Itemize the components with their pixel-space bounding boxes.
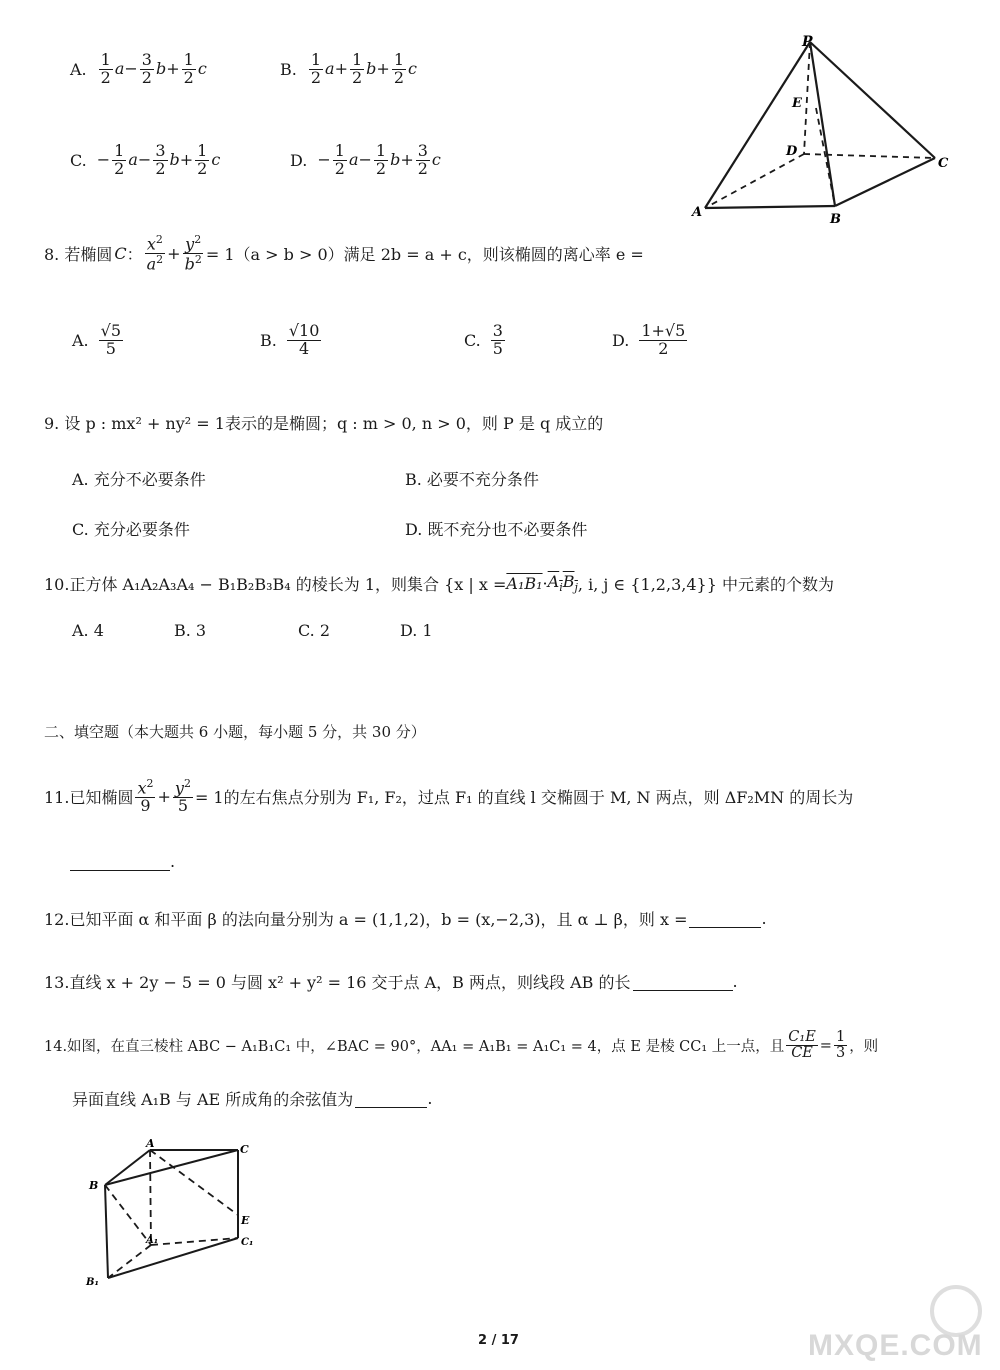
q11-answer-line: . [70,852,175,871]
q8-option-d: D. $\frac{1+√5}{2}$ [612,321,686,358]
q10-option-d: D. 1 [400,621,433,640]
q14-stem-line2: 异面直线 A₁B 与 AE 所成角的余弦值为 . [72,1089,433,1109]
prism-label-a1: A₁ [146,1235,159,1246]
pyramid-figure [680,30,970,230]
q11-stem: 11.已知椭圆 $\frac{x^2}{9}$ + $\frac{y^2}{5}$ = 1的左右焦点分别为 F₁, F₂，过点 F₁ 的直线 l 交椭圆于 M, N 两点，则 ΔF₂MN 的周长为 [44,777,854,816]
q10-option-b: B. 3 [174,621,207,640]
q9-stem: 9. 设 p : mx² + ny² = 1表示的是椭圆；q : m > 0, n > 0，则 P 是 q 成立的 [44,414,604,433]
pyramid-label-b: B [830,212,841,227]
q7-option-d: D. − $\frac{1}{2}$ a− $\frac{1}{2}$ b+ $\frac{3}{2}$ c [290,141,441,178]
q7-option-b-expr: $\frac{1}{2}$ a+ $\frac{1}{2}$ b+ $\frac{1}{2}$ c [310,50,417,87]
q7-option-a: A. $\frac{1}{2}$ a− $\frac{3}{2}$ b+ $\frac{1}{2}$ c [70,50,207,87]
prism-label-a: A [146,1137,155,1150]
q12-answer-blank[interactable] [689,909,761,928]
prism-figure [80,1135,265,1290]
q9-option-c: C. 充分必要条件 [72,520,190,539]
page-number: 2 / 17 [478,1333,519,1348]
q8-stem: 8. 若椭圆 C ： $\frac{x^2}{a^2}$ + $\frac{y^2}{b^2}$ = 1（a > b > 0）满足 2b = a + c，则该椭圆的离心率 e = [44,233,644,274]
q7-option-b: B. $\frac{1}{2}$ a+ $\frac{1}{2}$ b+ $\frac{1}{2}$ c [280,50,417,87]
pyramid-label-p: P [802,34,813,50]
pyramid-label-c: C [938,156,949,171]
q9-option-d: D. 既不充分也不必要条件 [405,520,588,539]
q10-option-c: C. 2 [298,621,331,640]
watermark-text: MXQE.COM [808,1329,983,1362]
q8-option-b: B. $\frac{√10}{4}$ [260,321,320,358]
prism-label-e: E [241,1214,250,1227]
q8-option-a: A. $\frac{√5}{5}$ [72,321,122,358]
q9-option-b: B. 必要不充分条件 [405,470,539,489]
q7-option-d-expr: − $\frac{1}{2}$ a− $\frac{1}{2}$ b+ $\frac{3}{2}$ c [317,141,441,178]
q13-answer-blank[interactable] [633,972,733,991]
prism-label-b1: B₁ [86,1277,99,1288]
q10-stem: 10.正方体 A₁A₂A₃A₄ − B₁B₂B₃B₄ 的棱长为 1，则集合 {x | x = A₁B₁ · $A_iB_j$ , i, j ∈ {1,2,3,4}} 中元素的个数为 [44,572,834,595]
section-heading: 二、填空题（本大题共 6 小题，每小题 5 分，共 30 分） [44,723,426,741]
q7-option-a-expr: $\frac{1}{2}$ a− $\frac{3}{2}$ b+ $\frac{1}{2}$ c [100,50,207,87]
q9-option-a: A. 充分不必要条件 [72,470,206,489]
watermark-logo [800,1285,990,1365]
q14-stem-line1: 14.如图，在直三棱柱 ABC − A₁B₁C₁ 中，∠BAC = 90°，AA₁ = A₁B₁ = A₁C₁ = 4，点 E 是棱 CC₁ 上一点，且 $\frac{\text{C₁E}}{CE}$ = $\frac{1}{3}$ ，则 [44,1029,879,1062]
q7-option-c: C. − $\frac{1}{2}$ a− $\frac{3}{2}$ b+ $\frac{1}{2}$ c [70,141,221,178]
q13-stem: 13.直线 x + 2y − 5 = 0 与圆 x² + y² = 16 交于点 A，B 两点，则线段 AB 的长 . [44,972,738,992]
pyramid-label-a: A [692,205,703,220]
q10-option-a: A. 4 [72,621,104,640]
q14-answer-blank[interactable] [355,1089,427,1108]
q12-stem: 12.已知平面 α 和平面 β 的法向量分别为 a = (1,1,2)，b = (x,−2,3)，且 α ⊥ β，则 x = . [44,909,767,929]
pyramid-label-d: D [786,144,798,159]
prism-label-b: B [89,1179,99,1192]
prism-label-c: C [240,1143,249,1156]
q8-option-c: C. $\frac{3}{5}$ [464,321,503,358]
q11-answer-blank[interactable] [70,852,170,871]
pyramid-label-e: E [792,96,802,111]
prism-label-c1: C₁ [241,1237,254,1248]
q7-option-c-expr: − $\frac{1}{2}$ a− $\frac{3}{2}$ b+ $\frac{1}{2}$ c [96,141,221,178]
